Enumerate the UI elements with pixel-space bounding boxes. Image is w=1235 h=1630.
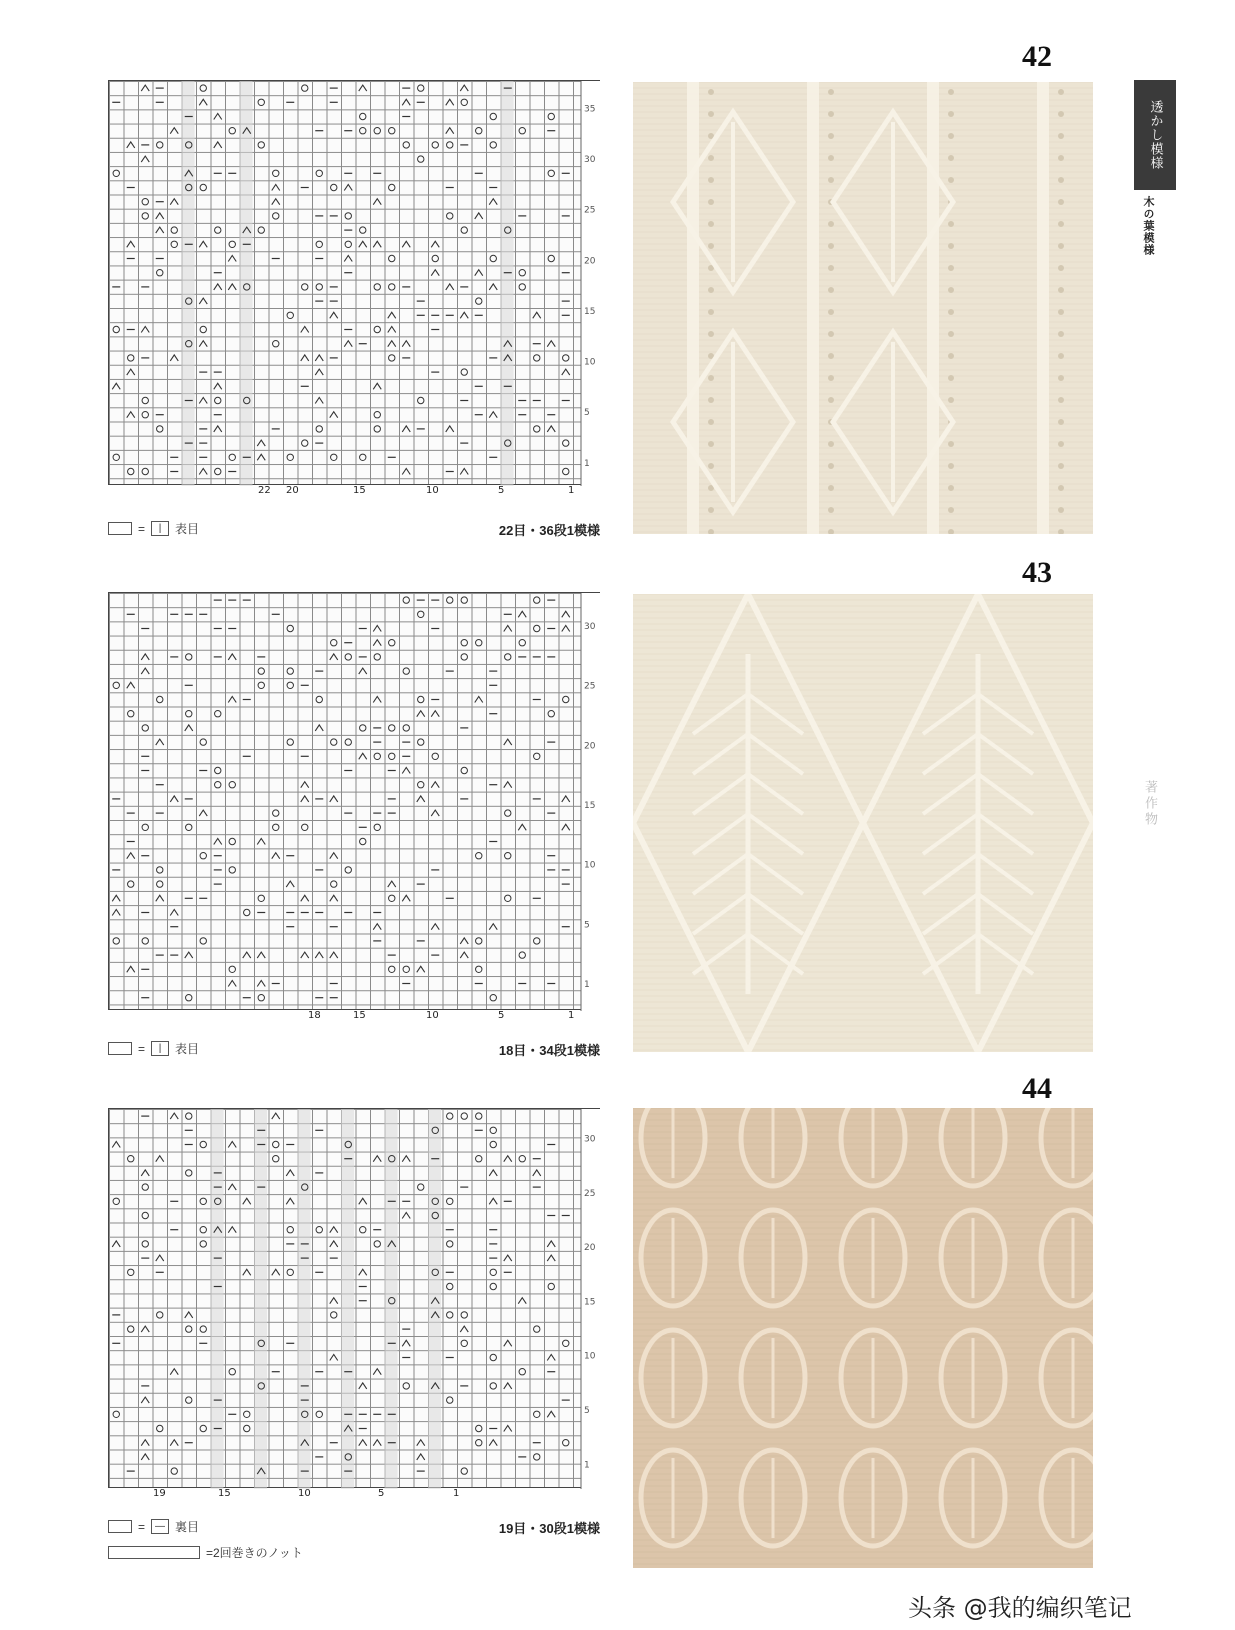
row-number: 20: [584, 741, 596, 752]
col-num: 1: [568, 1010, 575, 1021]
chart-column-numbers-43: [108, 1010, 600, 1030]
row-number: 30: [584, 1134, 596, 1145]
row-number: 1: [584, 458, 590, 469]
section-tab: 透かし模様: [1134, 80, 1176, 190]
legend-text: 表目: [175, 1042, 200, 1056]
col-num: 1: [568, 485, 575, 496]
row-number: 10: [584, 1351, 596, 1362]
row-number: 30: [584, 155, 596, 165]
chart-symbols-44: [109, 1109, 601, 1489]
col-num: 15: [353, 1010, 366, 1021]
col-num: 1: [453, 1488, 460, 1499]
row-number: 15: [584, 800, 596, 811]
pattern-number-43: 43: [1022, 556, 1052, 589]
legend-knot-box: [108, 1546, 200, 1559]
col-num: 5: [498, 1010, 505, 1021]
pattern-caption-44: 19目・30段1模様: [498, 1521, 600, 1536]
pattern-number-42: 42: [1022, 40, 1052, 73]
swatch-photo-43: [633, 594, 1093, 1052]
row-number: 5: [584, 1406, 590, 1416]
row-number: 20: [584, 1243, 596, 1254]
col-num: 19: [153, 1488, 166, 1499]
copyright-mark: 著作物: [1142, 780, 1157, 828]
col-num: 20: [286, 485, 299, 496]
swatch-photo-42: [633, 82, 1093, 534]
col-num: 15: [353, 485, 366, 496]
knitting-chart-43: [108, 592, 600, 1010]
legend-text: 裏目: [175, 1520, 200, 1534]
col-num: 5: [498, 485, 505, 496]
legend-eq: =: [138, 1041, 146, 1056]
row-number: 1: [584, 980, 590, 991]
row-number: 25: [584, 681, 596, 692]
row-number: 10: [584, 357, 596, 368]
col-num: 5: [378, 1488, 385, 1499]
legend-knot-text: =2回巻きのノット: [206, 1546, 303, 1560]
col-num: 10: [426, 485, 439, 496]
col-num: 22: [258, 485, 271, 496]
knitting-chart-44: [108, 1108, 600, 1488]
row-number: 15: [584, 1297, 596, 1308]
legend-eq: =: [138, 1519, 146, 1534]
watermark: 头条 @我的编织笔记: [908, 1594, 1132, 1622]
swatch-photo-44: [633, 1108, 1093, 1568]
pattern-caption-42: 22目・36段1模様: [498, 523, 600, 538]
legend-symbol: |: [151, 1041, 169, 1056]
row-number: 1: [584, 1460, 590, 1471]
col-num: 10: [298, 1488, 311, 1499]
row-number: 25: [584, 1188, 596, 1199]
legend-symbol: —: [151, 1519, 169, 1534]
legend2-44: [108, 1544, 303, 1561]
swatch-image-43: [633, 594, 1093, 1052]
knitting-chart-42: [108, 80, 600, 485]
row-number: 35: [584, 104, 596, 115]
col-num: 10: [426, 1010, 439, 1021]
chart-column-numbers-42: [108, 485, 600, 505]
pattern-caption-43: 18目・34段1模様: [498, 1043, 600, 1058]
row-number: 15: [584, 306, 596, 317]
row-number: 10: [584, 860, 596, 871]
chart-symbols-42: [109, 81, 601, 486]
row-number: 5: [584, 408, 590, 419]
chart-symbols-43: [109, 593, 601, 1011]
chart-column-numbers-44: [108, 1488, 600, 1508]
row-number: 5: [584, 920, 590, 931]
legend-text: 表目: [175, 522, 200, 536]
section-subtitle: 木の葉模様: [1142, 196, 1155, 256]
col-num: 18: [308, 1010, 321, 1021]
legend-eq: =: [138, 521, 146, 536]
row-number: 20: [584, 256, 596, 267]
swatch-image-44: [633, 1108, 1093, 1568]
row-number: 25: [584, 205, 596, 216]
row-number: 30: [584, 621, 596, 632]
legend-symbol: |: [151, 521, 169, 536]
col-num: 15: [218, 1488, 231, 1499]
swatch-image-42: [633, 82, 1093, 534]
pattern-number-44: 44: [1022, 1072, 1052, 1105]
